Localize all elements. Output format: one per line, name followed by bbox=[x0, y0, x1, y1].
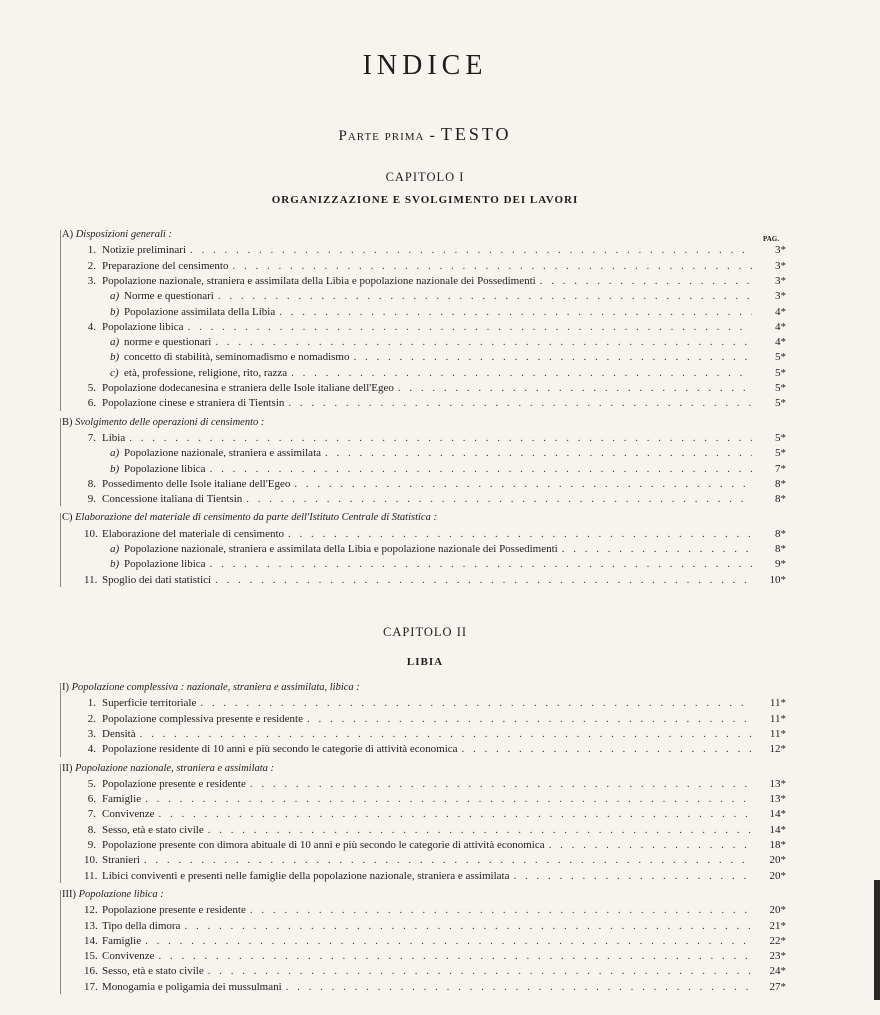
entry-page: 7* bbox=[775, 462, 786, 475]
entry-number: 17. bbox=[84, 980, 98, 993]
entry-text: Popolazione dodecanesina e straniera delle Isole italiane dell'Egeo bbox=[102, 382, 394, 394]
entry-text: età, professione, religione, rito, razza bbox=[124, 366, 288, 379]
section-bracket bbox=[60, 513, 61, 587]
entry-page: 22* bbox=[769, 934, 786, 947]
entry-text: Sesso, età e stato civile bbox=[102, 823, 204, 836]
dot-leader bbox=[215, 335, 752, 349]
entry-page: 27* bbox=[769, 980, 786, 993]
toc-entry bbox=[84, 742, 786, 756]
toc-entry bbox=[84, 243, 786, 257]
entry-number: 11. bbox=[84, 573, 98, 586]
dot-leader bbox=[145, 792, 752, 806]
section-letter: II) bbox=[62, 762, 76, 774]
dot-leader bbox=[353, 350, 752, 364]
toc-subentry bbox=[110, 350, 786, 364]
entry-page: 11* bbox=[769, 712, 786, 725]
section-title: Svolgimento delle operazioni di censimento : bbox=[75, 416, 265, 428]
entry-text: Popolazione nazionale, straniera e assimilata della Libia e popolazione nazionale dei Possedimenti bbox=[124, 543, 558, 555]
entry-number: 11. bbox=[84, 869, 98, 882]
toc-subentry bbox=[110, 335, 786, 349]
toc-entry bbox=[84, 527, 786, 541]
entry-number: 9. bbox=[87, 839, 96, 851]
page-title: INDICE bbox=[362, 50, 488, 81]
dot-leader bbox=[246, 492, 752, 506]
part-heading bbox=[0, 124, 850, 145]
chapter-label: CAPITOLO II bbox=[382, 625, 468, 639]
entry-text: Popolazione presente e residente bbox=[102, 777, 246, 790]
entry-text: Tipo della dimora bbox=[102, 919, 181, 932]
entry-page: 20* bbox=[769, 869, 786, 882]
entry-page: 21* bbox=[769, 919, 786, 932]
entry-number: 2. bbox=[87, 259, 96, 272]
part-name: TESTO bbox=[440, 124, 512, 144]
toc-entry bbox=[84, 838, 786, 852]
entry-page: 23* bbox=[769, 950, 786, 963]
section-title: Popolazione complessiva : nazionale, straniera e assimilata, libica : bbox=[71, 682, 360, 693]
entry-text: Popolazione residente di 10 anni e più secondo le categorie di attività economica bbox=[102, 743, 458, 756]
entry-page: 13* bbox=[769, 777, 786, 790]
section-letter: I) bbox=[62, 682, 72, 693]
entry-page: 5* bbox=[775, 382, 786, 394]
entry-number: 12. bbox=[84, 904, 98, 917]
dot-leader bbox=[279, 305, 752, 319]
entry-page: 20* bbox=[769, 854, 786, 867]
entry-text: concetto di stabilità, seminomadismo e nomadismo bbox=[124, 351, 350, 364]
entry-text: Popolazione assimilata della Libia bbox=[124, 305, 276, 318]
section-heading bbox=[62, 228, 172, 242]
entry-page: 3* bbox=[775, 290, 786, 303]
dot-leader bbox=[513, 869, 752, 883]
entry-page: 8* bbox=[775, 493, 786, 506]
entry-number: 3. bbox=[87, 274, 96, 287]
toc-subentry bbox=[110, 366, 786, 380]
toc-entry bbox=[84, 903, 786, 917]
dot-leader bbox=[210, 557, 752, 571]
dot-leader bbox=[325, 446, 752, 460]
entry-number: 6. bbox=[87, 397, 96, 410]
toc-entry bbox=[84, 949, 786, 963]
entry-page: 4* bbox=[775, 336, 786, 349]
dot-leader bbox=[462, 742, 752, 756]
entry-number: 5. bbox=[87, 777, 96, 790]
entry-number: 14. bbox=[84, 934, 98, 947]
entry-page: 11* bbox=[769, 727, 786, 740]
entry-text: Elaborazione del materiale di censimento bbox=[102, 527, 285, 540]
section-letter: III) bbox=[62, 888, 79, 900]
entry-page: 18* bbox=[769, 839, 786, 851]
entry-number: 7. bbox=[87, 431, 96, 444]
entry-number: b) bbox=[110, 305, 120, 318]
entry-number: 10. bbox=[84, 527, 98, 540]
toc-entry bbox=[84, 381, 786, 395]
section-heading bbox=[62, 511, 437, 525]
toc-entry bbox=[84, 934, 786, 948]
entry-number: a) bbox=[110, 447, 120, 460]
entry-number: a) bbox=[110, 290, 120, 303]
entry-text: Spoglio dei dati statistici bbox=[102, 573, 212, 586]
toc-subentry bbox=[110, 289, 786, 303]
dot-leader bbox=[140, 727, 752, 741]
entry-page: 10* bbox=[769, 573, 786, 586]
toc-subentry bbox=[110, 305, 786, 319]
entry-text: Densità bbox=[102, 727, 136, 740]
dot-leader bbox=[145, 934, 752, 948]
section-bracket bbox=[60, 418, 61, 507]
dot-leader bbox=[250, 777, 752, 791]
entry-text: Popolazione presente e residente bbox=[102, 904, 246, 917]
dot-leader bbox=[159, 949, 752, 963]
entry-number: 16. bbox=[84, 965, 98, 978]
section-heading bbox=[62, 416, 264, 430]
entry-page: 5* bbox=[775, 351, 786, 364]
dot-leader bbox=[190, 243, 752, 257]
entry-text: Popolazione libica bbox=[124, 462, 206, 475]
dot-leader bbox=[159, 807, 752, 821]
toc-entry bbox=[84, 712, 786, 726]
entry-page: 3* bbox=[775, 274, 786, 287]
entry-text: Notizie preliminari bbox=[102, 244, 186, 257]
part-separator: - bbox=[429, 127, 436, 144]
entry-page: 13* bbox=[769, 793, 786, 806]
entry-text: Concessione italiana di Tientsin bbox=[102, 493, 243, 506]
entry-number: 9. bbox=[87, 493, 96, 506]
entry-number: 8. bbox=[87, 477, 96, 490]
section-title: Disposizioni generali : bbox=[75, 229, 172, 240]
entry-page: 8* bbox=[775, 477, 786, 490]
dot-leader bbox=[215, 573, 752, 587]
section-bracket bbox=[60, 890, 61, 994]
chapter-title: ORGANIZZAZIONE E SVOLGIMENTO DEI LAVORI bbox=[271, 194, 579, 206]
section-title: Elaborazione del materiale di censimento da parte dell'Istituto Centrale di Statistica : bbox=[75, 512, 437, 524]
entry-text: Possedimento delle Isole italiane dell'Egeo bbox=[102, 477, 291, 490]
dot-leader bbox=[398, 381, 752, 395]
section-bracket bbox=[60, 230, 61, 411]
dot-leader bbox=[129, 431, 752, 445]
entry-page: 12* bbox=[769, 743, 786, 756]
dot-leader bbox=[549, 838, 752, 852]
toc-entry bbox=[84, 727, 786, 741]
section-heading bbox=[62, 888, 164, 902]
entry-number: 15. bbox=[84, 950, 98, 963]
section-title: Popolazione nazionale, straniera e assimilata : bbox=[75, 762, 275, 774]
entry-number: 1. bbox=[87, 697, 96, 710]
part-prefix: Parte prima bbox=[338, 128, 425, 144]
dot-leader bbox=[210, 462, 752, 476]
section-letter: C) bbox=[62, 512, 76, 524]
page-column-label: PAG. bbox=[763, 235, 780, 243]
entry-text: Popolazione nazionale, straniera e assimilata bbox=[124, 447, 322, 460]
entry-text: Popolazione cinese e straniera di Tientsin bbox=[102, 397, 285, 410]
dot-leader bbox=[218, 289, 752, 303]
entry-number: a) bbox=[110, 543, 120, 555]
entry-number: 5. bbox=[87, 382, 96, 394]
section-bracket bbox=[60, 764, 61, 883]
dot-leader bbox=[288, 527, 752, 541]
entry-number: b) bbox=[110, 558, 120, 571]
entry-number: a) bbox=[110, 336, 120, 349]
section-heading bbox=[62, 681, 360, 695]
entry-page: 8* bbox=[775, 527, 786, 540]
toc-entry bbox=[84, 320, 786, 334]
entry-text: Sesso, età e stato civile bbox=[102, 965, 204, 978]
entry-text: Convivenze bbox=[102, 950, 155, 963]
entry-text: Famiglie bbox=[102, 793, 142, 806]
entry-text: Popolazione libica bbox=[102, 320, 184, 333]
dot-leader bbox=[232, 259, 752, 273]
toc-entry bbox=[84, 431, 786, 445]
entry-number: 2. bbox=[87, 712, 96, 725]
toc-entry bbox=[84, 274, 786, 288]
chapter-title: LIBIA bbox=[406, 656, 444, 668]
entry-page: 3* bbox=[775, 244, 786, 257]
entry-number: 7. bbox=[87, 808, 96, 821]
section-letter: A) bbox=[62, 229, 76, 240]
entry-text: Monogamia e poligamia dei mussulmani bbox=[102, 980, 282, 993]
entry-text: Popolazione nazionale, straniera e assimilata della Libia e popolazione nazionale dei Possedimenti bbox=[102, 274, 536, 287]
toc-entry bbox=[84, 492, 786, 506]
entry-text: Convivenze bbox=[102, 808, 155, 821]
entry-page: 20* bbox=[769, 904, 786, 917]
dot-leader bbox=[286, 980, 752, 994]
entry-number: c) bbox=[110, 366, 119, 379]
dot-leader bbox=[208, 823, 752, 837]
dot-leader bbox=[291, 366, 752, 380]
dot-leader bbox=[208, 964, 752, 978]
dot-leader bbox=[294, 477, 752, 491]
entry-text: Preparazione del censimento bbox=[102, 259, 229, 272]
entry-number: 1. bbox=[87, 244, 96, 257]
section-letter: B) bbox=[62, 416, 76, 428]
toc-entry bbox=[84, 869, 786, 883]
section-heading bbox=[62, 762, 274, 776]
chapter-label: CAPITOLO I bbox=[385, 170, 465, 184]
entry-text: Popolazione libica bbox=[124, 558, 206, 571]
toc-entry bbox=[84, 573, 786, 587]
entry-number: 8. bbox=[87, 823, 96, 836]
toc-entry bbox=[84, 396, 786, 410]
entry-page: 5* bbox=[775, 397, 786, 410]
entry-number: 10. bbox=[84, 854, 98, 867]
toc-subentry bbox=[110, 462, 786, 476]
dot-leader bbox=[188, 320, 752, 334]
toc-entry bbox=[84, 980, 786, 994]
section-bracket bbox=[60, 683, 61, 757]
entry-text: Popolazione presente con dimora abituale di 10 anni e più secondo le categorie di attività economica bbox=[102, 839, 545, 851]
entry-number: b) bbox=[110, 351, 120, 364]
entry-page: 14* bbox=[769, 808, 786, 821]
entry-text: norme e questionari bbox=[124, 336, 212, 349]
toc-entry bbox=[84, 777, 786, 791]
entry-page: 5* bbox=[775, 431, 786, 444]
entry-page: 5* bbox=[775, 366, 786, 379]
entry-page: 5* bbox=[775, 447, 786, 460]
toc-entry bbox=[84, 807, 786, 821]
section-title: Popolazione libica : bbox=[78, 888, 164, 900]
toc-entry bbox=[84, 696, 786, 710]
toc-entry bbox=[84, 853, 786, 867]
entry-text: Norme e questionari bbox=[124, 290, 214, 303]
entry-page: 14* bbox=[769, 823, 786, 836]
page-edge-shadow bbox=[874, 880, 880, 1000]
toc-entry bbox=[84, 477, 786, 491]
entry-number: 6. bbox=[87, 793, 96, 806]
entry-page: 11* bbox=[769, 697, 786, 710]
entry-text: Popolazione complessiva presente e residente bbox=[102, 712, 303, 725]
toc-entry bbox=[84, 259, 786, 273]
dot-leader bbox=[144, 853, 752, 867]
entry-text: Libia bbox=[102, 431, 126, 444]
entry-number: 3. bbox=[87, 727, 96, 740]
entry-text: Famiglie bbox=[102, 934, 142, 947]
entry-text: Superficie territoriale bbox=[102, 697, 197, 710]
dot-leader bbox=[540, 274, 752, 288]
toc-subentry bbox=[110, 446, 786, 460]
entry-number: 4. bbox=[87, 320, 96, 333]
toc-entry bbox=[84, 823, 786, 837]
toc-subentry bbox=[110, 542, 786, 556]
dot-leader bbox=[562, 542, 752, 556]
toc-entry bbox=[84, 792, 786, 806]
toc-entry bbox=[84, 964, 786, 978]
entry-number: 4. bbox=[87, 743, 96, 756]
entry-page: 3* bbox=[775, 259, 786, 272]
dot-leader bbox=[288, 396, 752, 410]
entry-page: 9* bbox=[775, 558, 786, 571]
dot-leader bbox=[250, 903, 752, 917]
toc-entry bbox=[84, 919, 786, 933]
entry-page: 24* bbox=[769, 965, 786, 978]
entry-text: Libici conviventi e presenti nelle famiglie della popolazione nazionale, straniera e assimilata bbox=[102, 869, 510, 882]
entry-page: 4* bbox=[775, 305, 786, 318]
entry-text: Stranieri bbox=[102, 854, 140, 867]
toc-subentry bbox=[110, 557, 786, 571]
entry-page: 4* bbox=[775, 320, 786, 333]
dot-leader bbox=[307, 712, 752, 726]
entry-number: b) bbox=[110, 462, 120, 475]
entry-number: 13. bbox=[84, 919, 98, 932]
entry-page: 8* bbox=[775, 543, 786, 555]
dot-leader bbox=[200, 696, 752, 710]
dot-leader bbox=[184, 919, 752, 933]
